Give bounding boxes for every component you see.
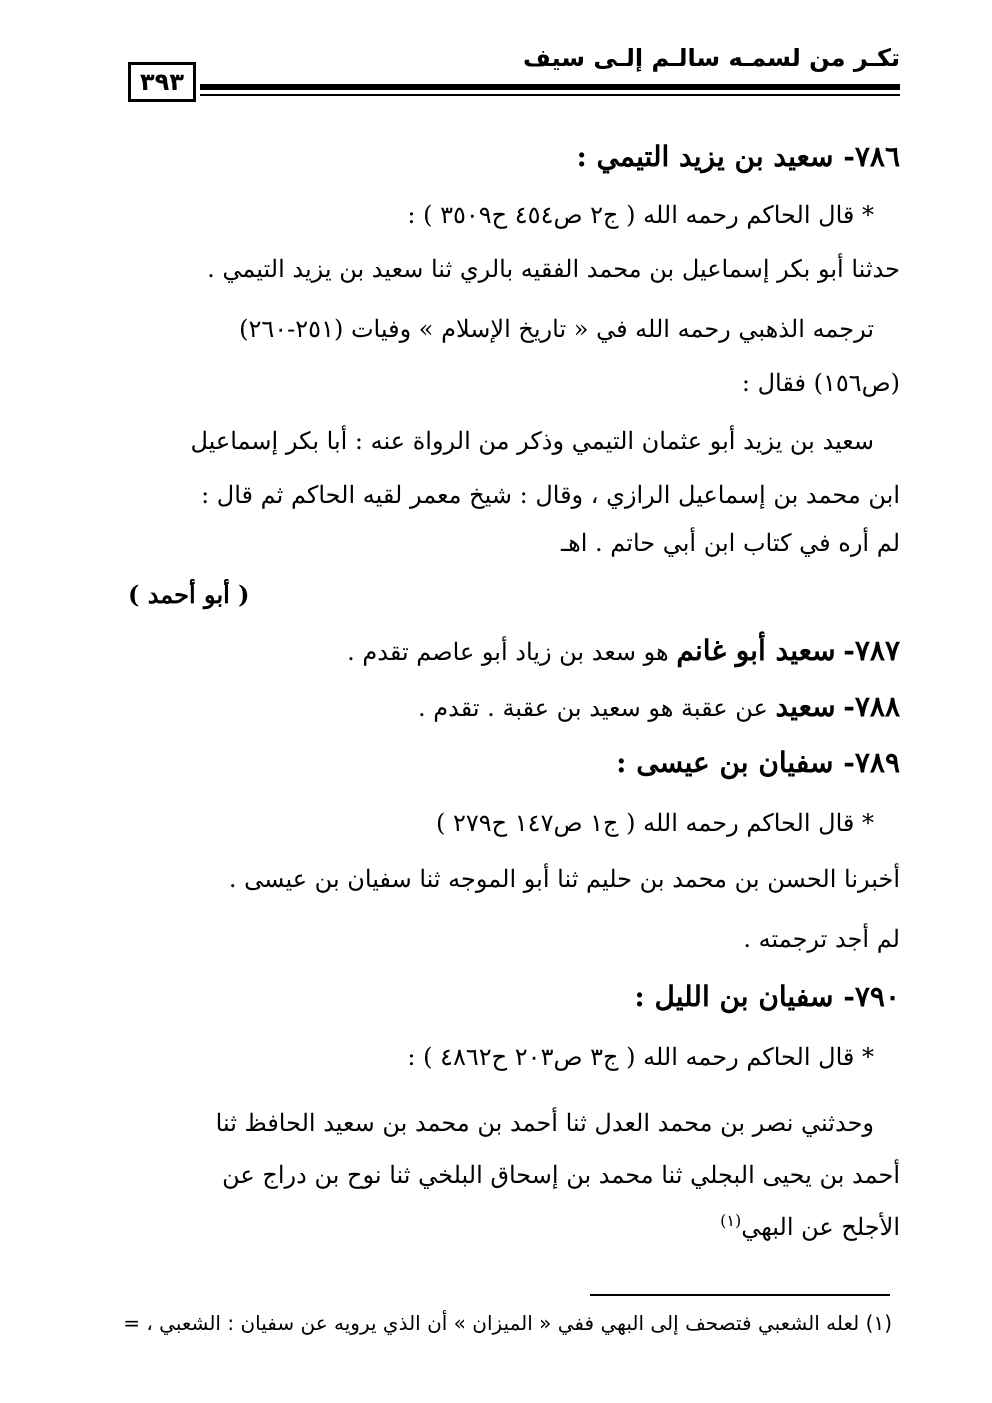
entry-number: ٧٩٠- <box>843 980 900 1013</box>
entry-text: عن عقبة هو سعيد بن عقبة . تقدم . <box>418 694 768 722</box>
entry-heading-790 <box>634 980 900 1014</box>
text-line: وحدثني نصر بن محمد العدل ثنا أحمد بن محمد بن سعيد الحافظ ثنا <box>215 1109 874 1137</box>
entry-787 <box>347 634 900 669</box>
text-line <box>720 1210 900 1244</box>
signature: ( أبو أحمد ) <box>128 580 250 609</box>
text-line: ابن محمد بن إسماعيل الرازي ، وقال : شيخ معمر لقيه الحاكم ثم قال : <box>201 481 900 509</box>
entry-788 <box>418 690 900 725</box>
entry-heading-789 <box>616 746 900 780</box>
footnote-reference: (١) <box>720 1211 742 1230</box>
source-line: * قال الحاكم رحمه الله ( ج١ ص١٤٧ ح٢٧٩ ) <box>435 809 874 837</box>
text-line: حدثنا أبو بكر إسماعيل بن محمد الفقيه بالري ثنا سعيد بن يزيد التيمي . <box>207 255 900 283</box>
entry-text: هو سعد بن زياد أبو عاصم تقدم . <box>347 638 669 666</box>
header-rule <box>200 84 900 90</box>
entry-name: سفيان بن الليل : <box>634 980 834 1013</box>
text-line: أخبرنا الحسن بن محمد بن حليم ثنا أبو الموجه ثنا سفيان بن عيسى . <box>228 865 900 893</box>
text-line: ترجمه الذهبي رحمه الله في « تاريخ الإسلام » وفيات (٢٥١-٢٦٠) <box>239 315 874 343</box>
source-line: * قال الحاكم رحمه الله ( ج٣ ص٢٠٣ ح٤٨٦٢ ) : <box>407 1043 874 1071</box>
entry-number: ٧٨٧- <box>843 634 900 667</box>
entry-name: سعيد أبو غانم <box>676 634 836 667</box>
entry-heading-786 <box>576 140 900 174</box>
text-line: سعيد بن يزيد أبو عثمان التيمي وذكر من الرواة عنه : أبا بكر إسماعيل <box>190 427 874 455</box>
text-line: أحمد بن يحيى البجلي ثنا محمد بن إسحاق البلخي ثنا نوح بن دراج عن <box>222 1161 900 1189</box>
page-number: ٣٩٣ <box>128 62 196 102</box>
entry-number: ٧٨٩- <box>843 746 900 779</box>
text-line: لم أجد ترجمته . <box>743 925 900 953</box>
source-line: * قال الحاكم رحمه الله ( ج٢ ص٤٥٤ ح٣٥٠٩ ) : <box>407 201 874 229</box>
text-fragment: الأجلح عن البهي <box>741 1213 900 1241</box>
text-line: (ص١٥٦) فقال : <box>741 369 900 397</box>
entry-number: ٧٨٨- <box>843 690 900 723</box>
header-rule-thin <box>200 94 900 96</box>
running-title: تكـر من لسمـه سالـم إلـى سيف <box>523 44 900 72</box>
entry-name: سعيد بن يزيد التيمي : <box>576 140 834 173</box>
entry-name: سفيان بن عيسى : <box>616 746 834 779</box>
entry-name: سعيد <box>775 690 836 723</box>
text-line: لم أره في كتاب ابن أبي حاتم . اهـ <box>561 529 900 557</box>
entry-number: ٧٨٦- <box>843 140 900 173</box>
footnote: (١) لعله الشعبي فتصحف إلى البهي ففي « الميزان » أن الذي يرويه عن سفيان : الشعبي ، = <box>123 1311 892 1335</box>
footnote-rule <box>590 1294 890 1296</box>
